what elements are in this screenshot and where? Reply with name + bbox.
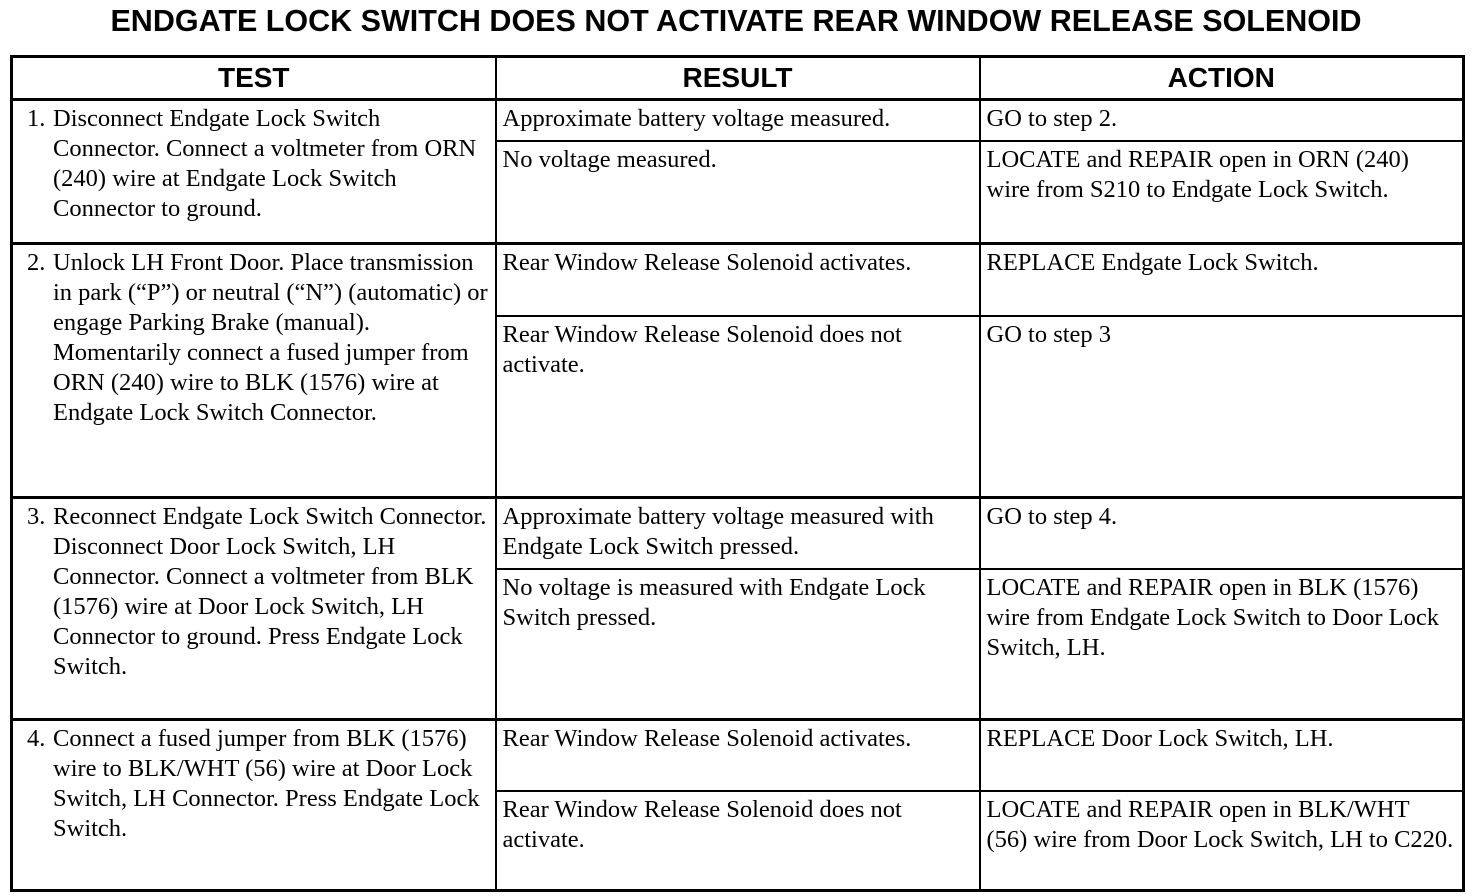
step-3-result-2: No voltage is measured with Endgate Lock Switch pressed. [496, 569, 980, 720]
step-test-text: Disconnect Endgate Lock Switch Connector. Connect a voltmeter from ORN (240) wire at Endgate Lock Switch Connector to ground. [53, 105, 477, 222]
step-2-action-2: GO to step 3 [980, 316, 1464, 498]
step-1-action-2: LOCATE and REPAIR open in ORN (240) wire from S210 to Endgate Lock Switch. [980, 141, 1464, 244]
step-1-result-2: No voltage measured. [496, 141, 980, 244]
step-3-action-1: GO to step 4. [980, 498, 1464, 569]
diagnostic-table [10, 55, 1465, 892]
step-number: 4. [27, 725, 46, 752]
step-number: 2. [27, 249, 46, 276]
header-result: RESULT [496, 57, 980, 100]
step-1-test-cell [12, 100, 496, 244]
step-3-result-1: Approximate battery voltage measured with Endgate Lock Switch pressed. [496, 498, 980, 569]
step-2-row-a [12, 244, 1464, 316]
step-1-result-1: Approximate battery voltage measured. [496, 100, 980, 141]
step-3-test-cell [12, 498, 496, 720]
header-row [12, 57, 1464, 100]
step-number: 1. [27, 105, 46, 132]
step-2-result-1: Rear Window Release Solenoid activates. [496, 244, 980, 316]
step-4-action-2: LOCATE and REPAIR open in BLK/WHT (56) wire from Door Lock Switch, LH to C220. [980, 791, 1464, 891]
step-test-text: Connect a fused jumper from BLK (1576) wire to BLK/WHT (56) wire at Door Lock Switch, LH Connector. Press Endgate Lock Switch. [53, 725, 480, 842]
step-3-action-2: LOCATE and REPAIR open in BLK (1576) wire from Endgate Lock Switch to Door Lock Switch, LH. [980, 569, 1464, 720]
step-4-row-a [12, 720, 1464, 791]
header-action: ACTION [980, 57, 1464, 100]
step-test-text: Reconnect Endgate Lock Switch Connector. Disconnect Door Lock Switch, LH Connector. Connect a voltmeter from BLK (1576) wire at Door Lock Switch, LH Connector to ground. Press Endgate Lock Switch. [53, 503, 487, 680]
step-2-test-cell [12, 244, 496, 498]
header-test: TEST [12, 57, 496, 100]
step-4-result-2: Rear Window Release Solenoid does not activate. [496, 791, 980, 891]
step-2-result-2: Rear Window Release Solenoid does not activate. [496, 316, 980, 498]
step-test-text: Unlock LH Front Door. Place transmission in park (“P”) or neutral (“N”) (automatic) or engage Parking Brake (manual). Momentarily connect a fused jumper from ORN (240) wire to BLK (1576) wire at Endgate Lock Switch Connector. [53, 249, 488, 426]
step-1-action-1: GO to step 2. [980, 100, 1464, 141]
step-4-action-1: REPLACE Door Lock Switch, LH. [980, 720, 1464, 791]
step-4-result-1: Rear Window Release Solenoid activates. [496, 720, 980, 791]
step-number: 3. [27, 503, 46, 530]
page-title: ENDGATE LOCK SWITCH DOES NOT ACTIVATE REAR WINDOW RELEASE SOLENOID [110, 4, 1362, 38]
step-4-test-cell [12, 720, 496, 891]
step-3-row-a [12, 498, 1464, 569]
step-2-action-1: REPLACE Endgate Lock Switch. [980, 244, 1464, 316]
step-1-row-a [12, 100, 1464, 141]
